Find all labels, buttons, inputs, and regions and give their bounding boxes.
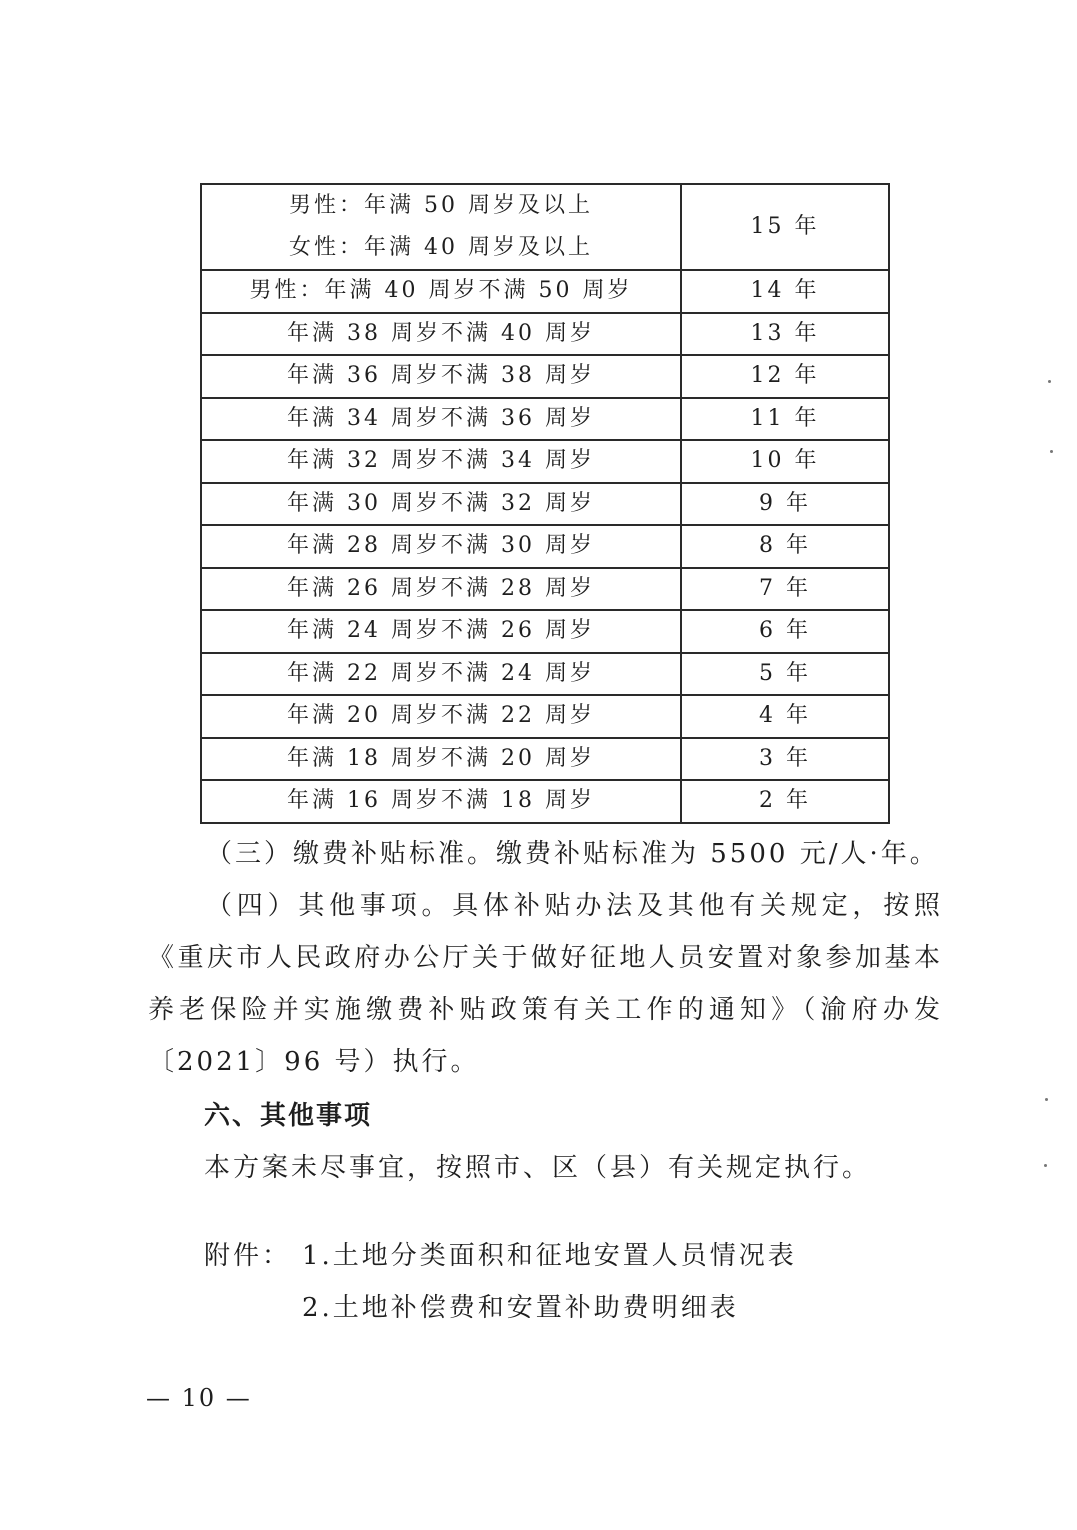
age-range-cell: 男性：年满 40 周岁不满 50 周岁 (201, 270, 681, 313)
years-cell: 7 年 (681, 568, 889, 611)
years-cell: 2 年 (681, 780, 889, 823)
table-row (201, 738, 889, 781)
other-matters-paragraph: （四）其他事项。具体补贴办法及其他有关规定，按照《重庆市人民政府办公厅关于做好征地人员安置对象参加基本养老保险并实施缴费补贴政策有关工作的通知》（渝府办发〔2021〕96 号）执行。 (148, 891, 943, 1077)
age-range-cell: 年满 34 周岁不满 36 周岁 (201, 398, 681, 441)
subsidy-standard-paragraph: （三）缴费补贴标准。缴费补贴标准为 5500 元/人·年。 (206, 839, 939, 869)
table-row (201, 780, 889, 823)
years-cell: 15 年 (681, 184, 889, 270)
table-row (201, 313, 889, 356)
age-range-cell: 年满 16 周岁不满 18 周岁 (201, 780, 681, 823)
table-row (201, 440, 889, 483)
years-cell: 10 年 (681, 440, 889, 483)
table-row (201, 355, 889, 398)
age-range-cell: 年满 24 周岁不满 26 周岁 (201, 610, 681, 653)
remaining-matters-paragraph: 本方案未尽事宜，按照市、区（县）有关规定执行。 (204, 1153, 872, 1183)
years-cell: 9 年 (681, 483, 889, 526)
table-row (201, 610, 889, 653)
scan-speck (1045, 1098, 1048, 1101)
years-cell: 14 年 (681, 270, 889, 313)
condition-male: 男性：年满 50 周岁及以上 (289, 193, 593, 218)
age-range-cell: 年满 30 周岁不满 32 周岁 (201, 483, 681, 526)
age-range-cell: 年满 20 周岁不满 22 周岁 (201, 695, 681, 738)
table-row (201, 483, 889, 526)
table-row (201, 568, 889, 611)
years-cell: 4 年 (681, 695, 889, 738)
age-range-cell: 年满 22 周岁不满 24 周岁 (201, 653, 681, 696)
age-range-cell: 年满 26 周岁不满 28 周岁 (201, 568, 681, 611)
age-condition-cell (201, 184, 681, 270)
age-range-cell: 年满 18 周岁不满 20 周岁 (201, 738, 681, 781)
scan-speck (1050, 450, 1053, 453)
page-number: — 10 — (146, 1384, 252, 1412)
years-cell: 3 年 (681, 738, 889, 781)
years-cell: 8 年 (681, 525, 889, 568)
table-row (201, 270, 889, 313)
scan-speck (1048, 380, 1051, 383)
years-cell: 13 年 (681, 313, 889, 356)
contribution-years-table (200, 183, 890, 824)
table-row (201, 525, 889, 568)
years-cell: 12 年 (681, 355, 889, 398)
table-row (201, 653, 889, 696)
table-row (201, 695, 889, 738)
age-range-cell: 年满 32 周岁不满 34 周岁 (201, 440, 681, 483)
section-heading-six: 六、其他事项 (204, 1101, 373, 1131)
years-cell: 6 年 (681, 610, 889, 653)
age-range-cell: 年满 28 周岁不满 30 周岁 (201, 525, 681, 568)
attachments-label: 附件： (204, 1241, 292, 1271)
table-row (201, 398, 889, 441)
age-range-cell: 年满 36 周岁不满 38 周岁 (201, 355, 681, 398)
scan-speck (1044, 1164, 1047, 1167)
table-row (201, 184, 889, 270)
condition-female: 女性：年满 40 周岁及以上 (289, 235, 593, 260)
attachment-item-2: 2.土地补偿费和安置补助费明细表 (302, 1293, 739, 1323)
years-cell: 5 年 (681, 653, 889, 696)
years-cell: 11 年 (681, 398, 889, 441)
age-range-cell: 年满 38 周岁不满 40 周岁 (201, 313, 681, 356)
attachment-item-1: 1.土地分类面积和征地安置人员情况表 (302, 1241, 797, 1271)
